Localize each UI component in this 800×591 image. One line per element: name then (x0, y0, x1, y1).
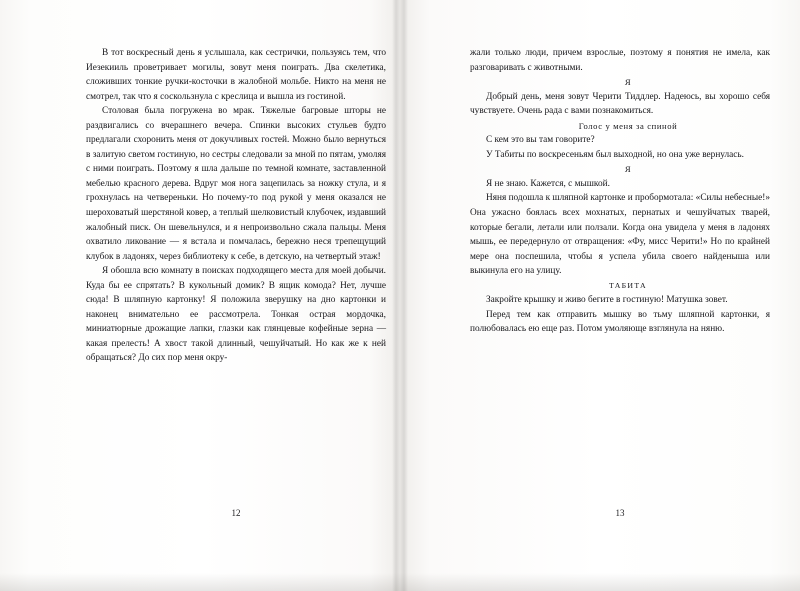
speaker-label: ТАБИТА (609, 280, 647, 290)
paragraph: У Табиты по воскресеньям был выходной, но она уже вернулась. (486, 149, 744, 160)
paragraph: Перед тем как отправить мышку во тьму шляпной картонки, я полюбовалась ею еще раз. Потом умоляюще взглянула на няню. (470, 309, 770, 335)
paragraph: Добрый день, меня зовут Черити Тиддлер. Надеюсь, вы хорошо себя чувствуете. Очень рада с вами познакомиться. (470, 91, 770, 117)
book-gutter (392, 0, 408, 591)
paragraph: Я не знаю. Кажется, с мышкой. (486, 178, 610, 189)
paragraph: Я обошла всю комнату в поисках подходящего места для моей добычи. Куда бы ее спрятать? В кукольный домик? В ящик комода? Нет, лучше сюда! В шляпную картонку! Я положила зверушку на дно картонки и наконец внимательно ее рассмотрела. Тонкая острая мордочка, миниатюрные дрожащие лапки, глазки как глянцевые кофейные зерна — какая прелесть! А хвост такой длинный, чешуйчатый. Но как же к ней обращаться? До сих пор меня окру- (86, 266, 386, 364)
speaker-label: Я (624, 77, 632, 88)
page-left-text (86, 46, 386, 366)
page-bottom-shadow (0, 573, 800, 591)
paragraph: Няня подошла к шляпной картонке и пробормотала: «Силы небесные!» Она ужасно боялась всех мохнатых, пернатых и чешуйчатых тварей, которые бегали, летали или ползали. Когда она увидела у меня в ладонях мышь, ее передернуло от отвращения: «Фу, мисс Черити!» Но по крайней мере она поспешила, чтобы я успела убила своего найденыша или выкинула его на улицу. (470, 193, 770, 277)
page-right-text (470, 46, 770, 337)
paragraph: жали только люди, причем взрослые, поэтому я понятия не имела, как разговаривать с животными. (470, 48, 770, 73)
paragraph: С кем это вы там говорите? (486, 135, 595, 146)
page-number-left: 12 (231, 508, 241, 518)
page-number-right: 13 (615, 508, 625, 518)
paragraph: Столовая была погружена во мрак. Тяжелые багровые шторы не раздвигались со вчерашнего вечера. Спинки высоких стульев будто предлагали схоронить меня от докучливых гостей. Можно было вернуться в залитую светом гостиную, но сестры следовали за мной по пятам, умоляя с ними поиграть. Поэтому я шла дальше по темной комнате, заставленной мебелью красного дерева. Вдруг моя нога зацепилась за ножку стула, и я грохнулась на четвереньки. Но почему-то под рукой у меня оказался не шероховатый шерстяной ковер, а теплый шелковистый клубочек, издавший жалобный писк. Он шевельнулся, и я непроизвольно сжала пальцы. Меня охватило ликование — я встала и помчалась, бережно неся трепещущий клубок в ладонях, через библиотеку к себе, в детскую, на четвертый этаж! (86, 106, 386, 262)
paragraph: В тот воскресный день я услышала, как сестрички, пользуясь тем, что Иезекииль проветривает могилы, зовут меня поиграть. Два скелетика, сложивших тонкие ручки-косточки в жалобной мольбе. Никто на меня не смотрел, так что я соскользнула с креслица и вышла из гостиной. (86, 48, 386, 102)
speaker-label: Я (624, 164, 632, 175)
paragraph: Закройте крышку и живо бегите в гостиную! Матушка зовет. (486, 295, 728, 306)
page-left (86, 46, 386, 516)
speaker-label: Голос у меня за спиной (578, 120, 678, 131)
page-right (470, 46, 770, 516)
